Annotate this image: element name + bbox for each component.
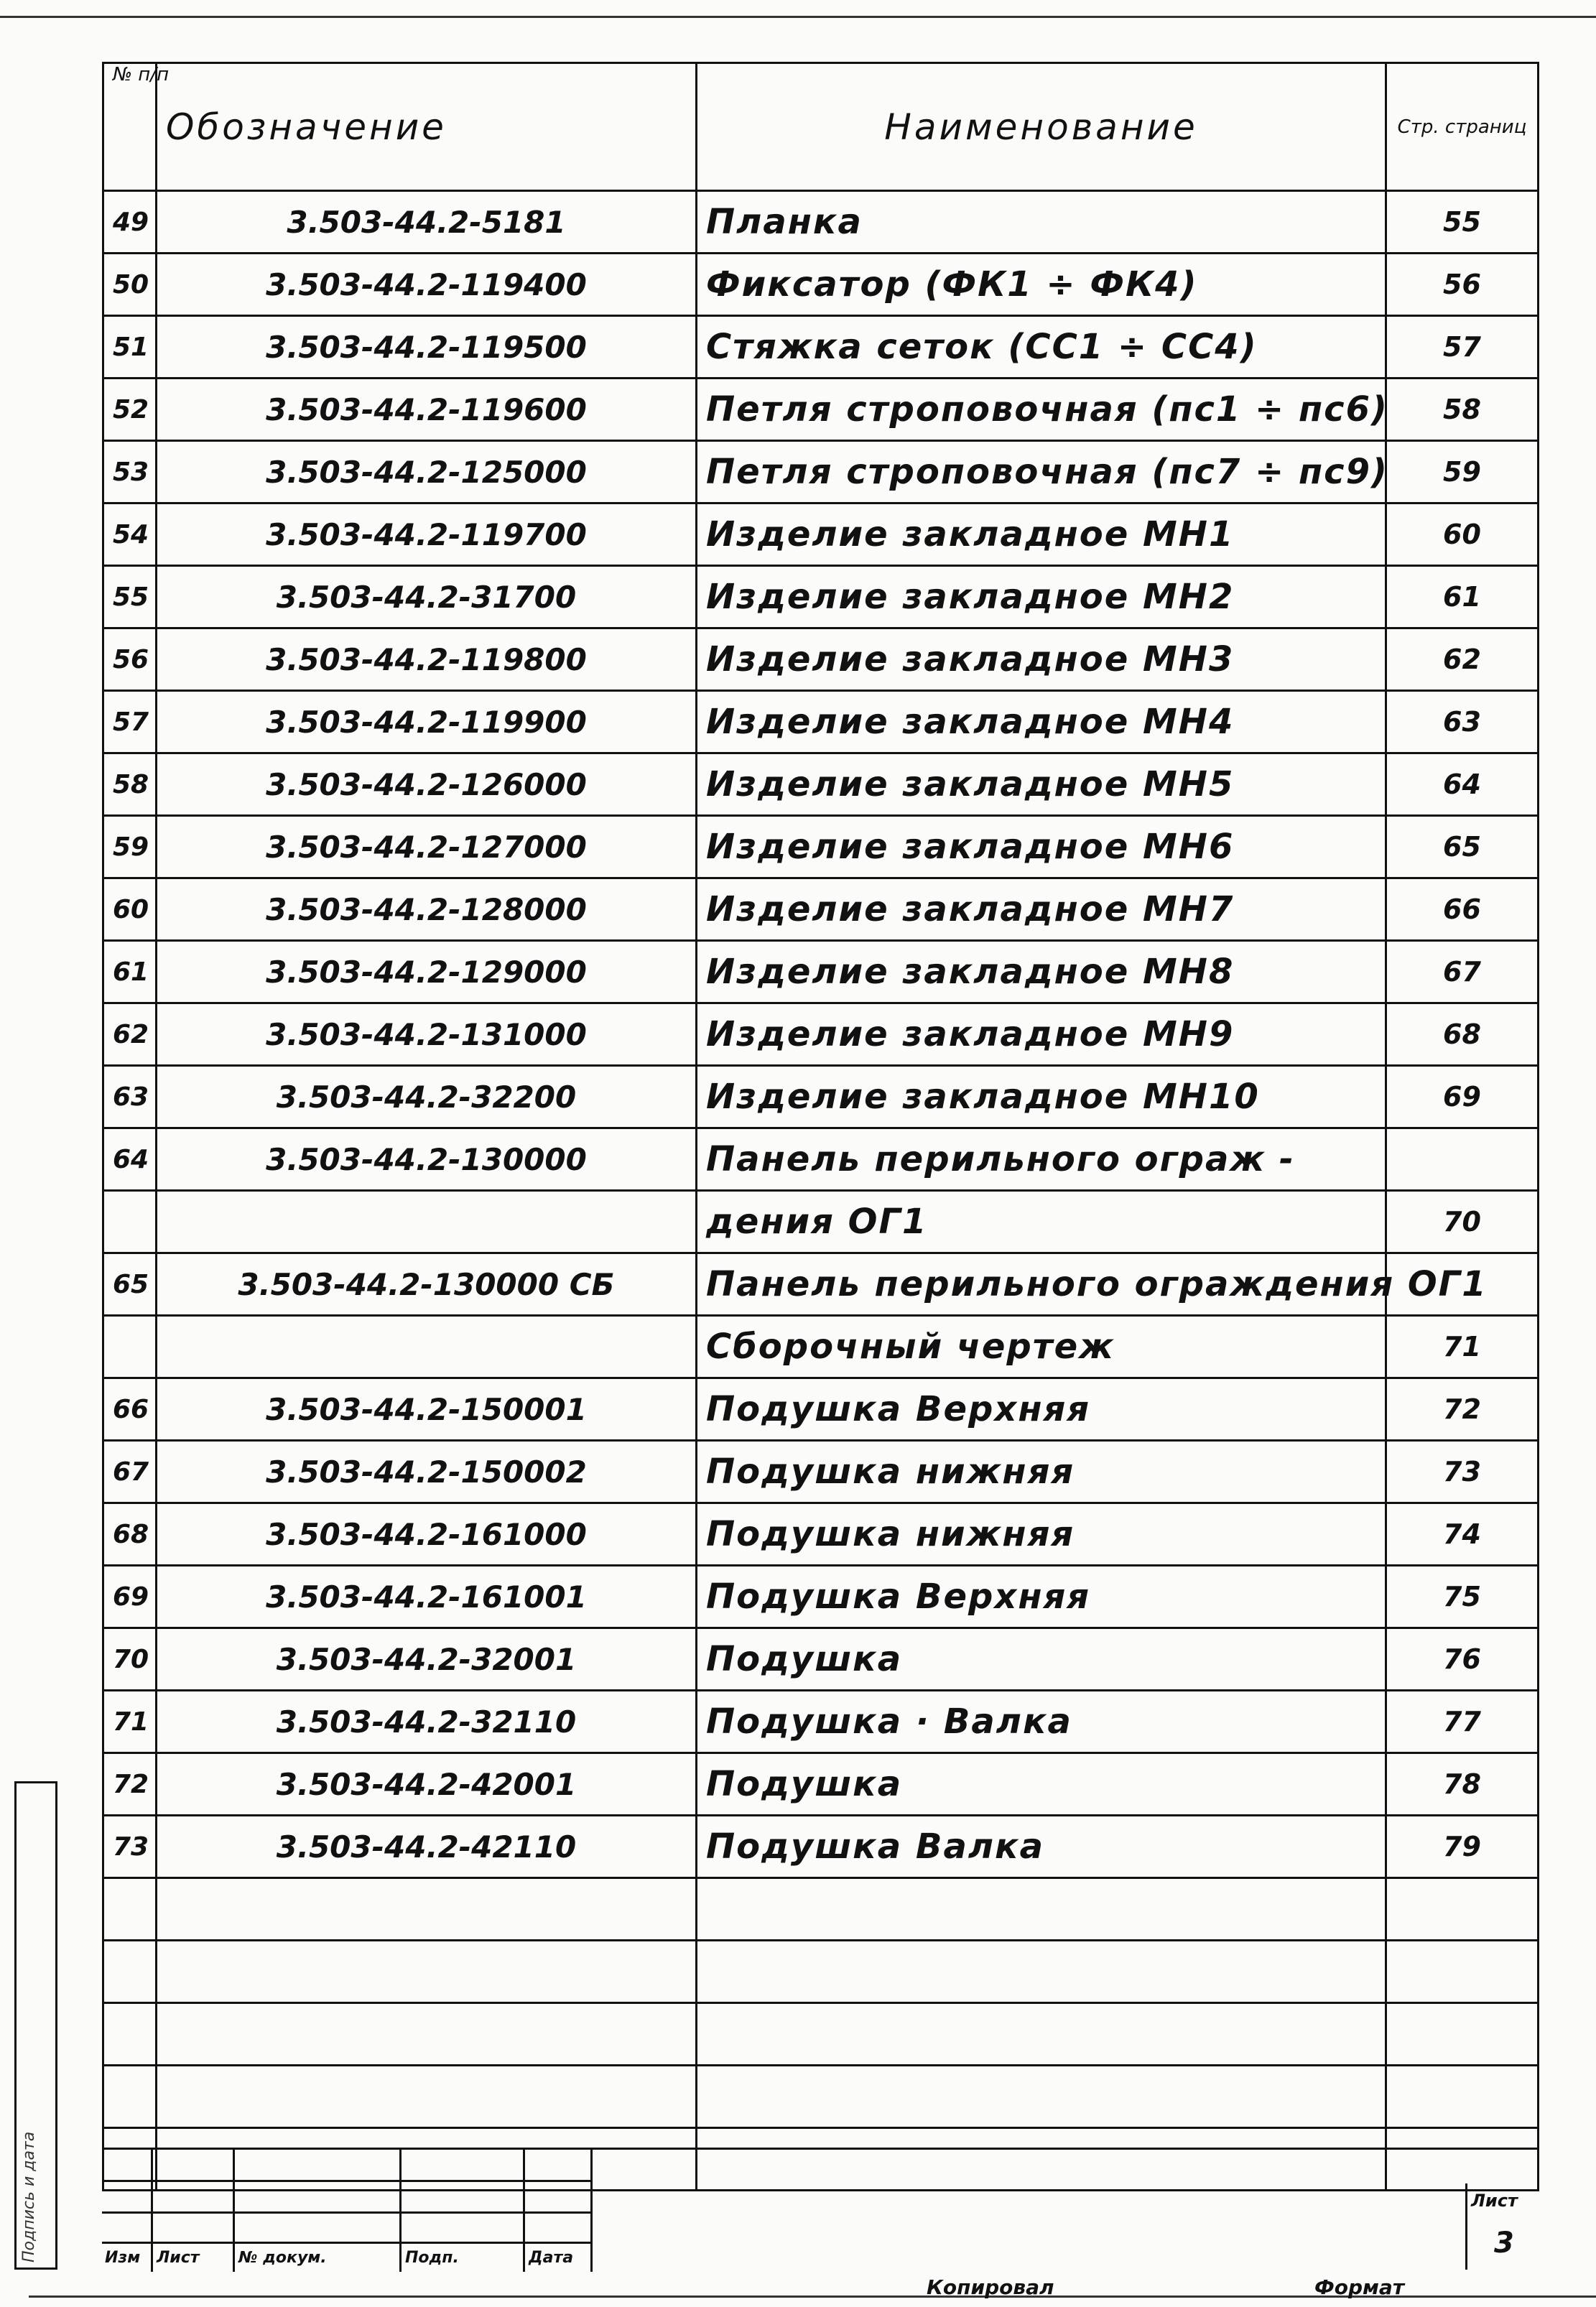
header-designation: Обозначение (157, 63, 697, 191)
row-page: 78 (1386, 1753, 1539, 1816)
row-designation (157, 1941, 697, 2003)
row-designation: 3.503-44.2-126000 (157, 753, 697, 816)
row-designation (157, 1191, 697, 1253)
table-header-row (103, 63, 1539, 191)
row-page: 70 (1386, 1191, 1539, 1253)
row-page: 61 (1386, 566, 1539, 628)
row-designation: 3.503-44.2-42001 (157, 1753, 697, 1816)
table-row (103, 379, 1539, 441)
row-designation: 3.503-44.2-129000 (157, 941, 697, 1003)
row-page: 75 (1386, 1566, 1539, 1628)
row-designation: 3.503-44.2-125000 (157, 441, 697, 503)
title-block (102, 2148, 1537, 2272)
row-designation: 3.503-44.2-131000 (157, 1003, 697, 1066)
table-row (103, 628, 1539, 691)
row-page (1386, 1878, 1539, 1941)
table-row (103, 1003, 1539, 1066)
table-row (103, 1753, 1539, 1816)
table-row (103, 1503, 1539, 1566)
row-number: 58 (103, 753, 157, 816)
row-number: 49 (103, 191, 157, 254)
row-page: 73 (1386, 1441, 1539, 1503)
row-designation: 3.503-44.2-130000 СБ (157, 1253, 697, 1316)
row-page: 65 (1386, 816, 1539, 878)
sheet-label: Лист (1471, 2191, 1518, 2211)
table-row (103, 753, 1539, 816)
table-row (103, 2003, 1539, 2066)
row-number: 55 (103, 566, 157, 628)
row-name: Изделие закладное МН1 (697, 503, 1386, 566)
row-designation (157, 2003, 697, 2066)
row-number: 69 (103, 1566, 157, 1628)
row-number: 54 (103, 503, 157, 566)
table-row (103, 1628, 1539, 1691)
row-designation: 3.503-44.2-130000 (157, 1128, 697, 1191)
row-designation: 3.503-44.2-5181 (157, 191, 697, 254)
sheet-number: 3 (1494, 2227, 1514, 2260)
top-edge-line (0, 16, 1596, 18)
row-name: Изделие закладное МН6 (697, 816, 1386, 878)
row-designation: 3.503-44.2-161000 (157, 1503, 697, 1566)
table-row (103, 1878, 1539, 1941)
row-page: 69 (1386, 1066, 1539, 1128)
table-row (103, 1191, 1539, 1253)
row-name: Петля строповочная (пс1 ÷ пс6) (697, 379, 1386, 441)
table-row (103, 1566, 1539, 1628)
row-number: 68 (103, 1503, 157, 1566)
row-number: 72 (103, 1753, 157, 1816)
row-name: Подушка нижняя (697, 1503, 1386, 1566)
table-row (103, 1378, 1539, 1441)
header-name: Наименование (697, 63, 1386, 191)
stamp-label-doc: № докум. (238, 2249, 327, 2267)
row-page: 57 (1386, 316, 1539, 379)
row-number: 65 (103, 1253, 157, 1316)
row-number: 56 (103, 628, 157, 691)
row-name: Изделие закладное МН7 (697, 878, 1386, 941)
row-page: 63 (1386, 691, 1539, 753)
row-designation: 3.503-44.2-150001 (157, 1378, 697, 1441)
row-number: 61 (103, 941, 157, 1003)
row-number (103, 1316, 157, 1378)
row-name: Подушка (697, 1628, 1386, 1691)
row-page: 59 (1386, 441, 1539, 503)
row-name (697, 1878, 1386, 1941)
table-row (103, 1816, 1539, 1878)
row-name: Изделие закладное МН4 (697, 691, 1386, 753)
row-page: 76 (1386, 1628, 1539, 1691)
row-page: 71 (1386, 1316, 1539, 1378)
row-page: 79 (1386, 1816, 1539, 1878)
row-name: Сборочный чертеж (697, 1316, 1386, 1378)
row-name (697, 1941, 1386, 2003)
table-row (103, 566, 1539, 628)
row-number (103, 2003, 157, 2066)
row-page (1386, 1128, 1539, 1191)
row-name: Изделие закладное МН3 (697, 628, 1386, 691)
row-number (103, 1878, 157, 1941)
row-designation: 3.503-44.2-32110 (157, 1691, 697, 1753)
row-number: 64 (103, 1128, 157, 1191)
row-number: 53 (103, 441, 157, 503)
table-body (103, 191, 1539, 2191)
footer-copied: Копировал (927, 2275, 1054, 2299)
row-name: Изделие закладное МН2 (697, 566, 1386, 628)
row-page (1386, 2003, 1539, 2066)
row-name: Подушка Верхняя (697, 1378, 1386, 1441)
row-page: 64 (1386, 753, 1539, 816)
row-page: 68 (1386, 1003, 1539, 1066)
row-page: 60 (1386, 503, 1539, 566)
row-number: 57 (103, 691, 157, 753)
row-name (697, 2066, 1386, 2128)
row-name: Панель перильного ограж - (697, 1128, 1386, 1191)
row-number: 67 (103, 1441, 157, 1503)
row-designation: 3.503-44.2-119700 (157, 503, 697, 566)
row-page: 56 (1386, 254, 1539, 316)
row-designation: 3.503-44.2-128000 (157, 878, 697, 941)
row-number: 62 (103, 1003, 157, 1066)
row-number: 59 (103, 816, 157, 878)
row-name: Стяжка сеток (СС1 ÷ СС4) (697, 316, 1386, 379)
row-page: 62 (1386, 628, 1539, 691)
row-designation: 3.503-44.2-119900 (157, 691, 697, 753)
table-row (103, 1316, 1539, 1378)
row-name: Планка (697, 191, 1386, 254)
table-row (103, 691, 1539, 753)
row-number (103, 2066, 157, 2128)
row-designation: 3.503-44.2-32001 (157, 1628, 697, 1691)
row-page: 66 (1386, 878, 1539, 941)
row-page (1386, 2066, 1539, 2128)
row-page: 77 (1386, 1691, 1539, 1753)
stamp-label-list: Лист (157, 2249, 200, 2267)
row-designation: 3.503-44.2-119500 (157, 316, 697, 379)
row-page: 72 (1386, 1378, 1539, 1441)
row-page: 67 (1386, 941, 1539, 1003)
row-number: 60 (103, 878, 157, 941)
register-table (102, 62, 1539, 2191)
table-row (103, 1691, 1539, 1753)
table-row (103, 1941, 1539, 2003)
table-row (103, 254, 1539, 316)
row-name: Петля строповочная (пс7 ÷ пс9) (697, 441, 1386, 503)
footer-format: Формат (1314, 2275, 1405, 2299)
row-name: Изделие закладное МН8 (697, 941, 1386, 1003)
row-designation (157, 1878, 697, 1941)
table-row (103, 1066, 1539, 1128)
row-name: Подушка (697, 1753, 1386, 1816)
row-name: дения ОГ1 (697, 1191, 1386, 1253)
table-row (103, 2066, 1539, 2128)
row-designation: 3.503-44.2-42110 (157, 1816, 697, 1878)
row-name: Подушка нижняя (697, 1441, 1386, 1503)
row-designation: 3.503-44.2-32200 (157, 1066, 697, 1128)
row-name: Подушка · Валка (697, 1691, 1386, 1753)
table-row (103, 316, 1539, 379)
row-number: 66 (103, 1378, 157, 1441)
row-designation: 3.503-44.2-31700 (157, 566, 697, 628)
row-number: 63 (103, 1066, 157, 1128)
row-number (103, 1191, 157, 1253)
row-designation: 3.503-44.2-161001 (157, 1566, 697, 1628)
table-row (103, 191, 1539, 254)
table-row (103, 441, 1539, 503)
row-designation: 3.503-44.2-127000 (157, 816, 697, 878)
row-number (103, 1941, 157, 2003)
table-row (103, 1253, 1539, 1316)
table-row (103, 503, 1539, 566)
row-name: Панель перильного ограждения ОГ1 (697, 1253, 1386, 1316)
header-number: № п/п (103, 63, 157, 191)
row-designation (157, 2066, 697, 2128)
row-page: 58 (1386, 379, 1539, 441)
row-number: 70 (103, 1628, 157, 1691)
row-page: 74 (1386, 1503, 1539, 1566)
row-name: Изделие закладное МН10 (697, 1066, 1386, 1128)
row-name: Изделие закладное МН5 (697, 753, 1386, 816)
side-stamp-text: Подпись и дата (20, 2131, 38, 2262)
table-row (103, 941, 1539, 1003)
row-number: 52 (103, 379, 157, 441)
table-row (103, 1128, 1539, 1191)
row-number: 71 (103, 1691, 157, 1753)
stamp-label-izm: Изм (105, 2249, 141, 2267)
row-name: Подушка Верхняя (697, 1566, 1386, 1628)
stamp-label-sign: Подп. (405, 2249, 459, 2267)
row-number: 51 (103, 316, 157, 379)
row-designation (157, 1316, 697, 1378)
table-row (103, 1441, 1539, 1503)
table-row (103, 878, 1539, 941)
row-designation: 3.503-44.2-119800 (157, 628, 697, 691)
row-designation: 3.503-44.2-119400 (157, 254, 697, 316)
row-page: 55 (1386, 191, 1539, 254)
row-designation: 3.503-44.2-150002 (157, 1441, 697, 1503)
row-name: Подушка Валка (697, 1816, 1386, 1878)
row-number: 73 (103, 1816, 157, 1878)
row-name: Изделие закладное МН9 (697, 1003, 1386, 1066)
row-number: 50 (103, 254, 157, 316)
header-page: Стр. страниц (1386, 63, 1539, 191)
row-page (1386, 1941, 1539, 2003)
row-designation: 3.503-44.2-119600 (157, 379, 697, 441)
stamp-label-date: Дата (529, 2249, 574, 2267)
row-name (697, 2003, 1386, 2066)
table-row (103, 816, 1539, 878)
row-name: Фиксатор (ФК1 ÷ ФК4) (697, 254, 1386, 316)
